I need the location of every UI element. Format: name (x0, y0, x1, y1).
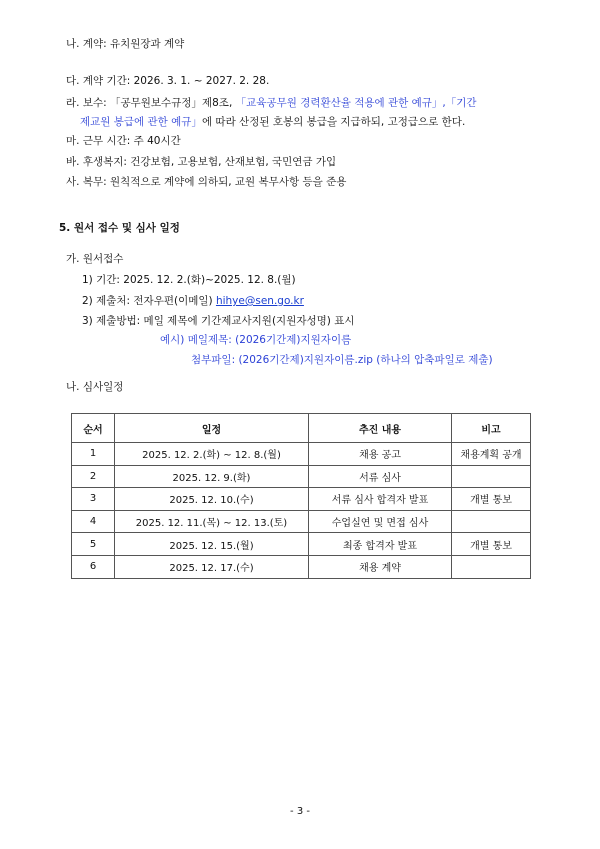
cell-content: 수업실연 및 면접 심사 (309, 510, 452, 533)
table-row (72, 555, 531, 578)
cell-note (452, 465, 531, 488)
cell-note: 개별 통보 (452, 488, 531, 511)
table-row (72, 533, 531, 556)
subsection-application: 가. 원서접수 (66, 253, 124, 265)
term-text: 에 따라 산정된 호봉의 봉급을 지급하되, 고정급으로 한다. (201, 116, 466, 128)
term-salary-cont (80, 114, 465, 130)
destination-label: 2) 제출처: 전자우편(이메일) (82, 295, 216, 307)
cell-order: 5 (72, 533, 115, 556)
table-row (72, 510, 531, 533)
cell-content: 최종 합격자 발표 (309, 533, 452, 556)
term-hours (66, 133, 181, 149)
table-row (72, 488, 531, 511)
header-order: 순서 (72, 414, 115, 443)
table-row (72, 465, 531, 488)
application-period: 1) 기간: 2025. 12. 2.(화)~2025. 12. 8.(월) (82, 274, 296, 286)
cell-order: 1 (72, 443, 115, 466)
cell-order: 2 (72, 465, 115, 488)
cell-content: 채용 공고 (309, 443, 452, 466)
term-label: 사. 복무: (66, 176, 110, 188)
cell-note (452, 510, 531, 533)
cell-date: 2025. 12. 2.(화) ~ 12. 8.(월) (115, 443, 309, 466)
term-text: 원칙적으로 계약에 의하되, 교원 복무사항 등을 준용 (109, 176, 347, 188)
regulation-reference: 제교원 봉급에 관한 예규」 (80, 116, 202, 128)
table-header-row (72, 414, 531, 443)
header-schedule: 일정 (115, 414, 309, 443)
email-link[interactable]: hihye@sen.go.kr (215, 295, 304, 307)
application-method: 3) 제출방법: 메일 제목에 기간제교사지원(지원자성명) 표시 (82, 315, 355, 327)
header-note: 비고 (452, 414, 531, 443)
cell-date: 2025. 12. 9.(화) (115, 465, 309, 488)
cell-note: 채용계획 공개 (452, 443, 531, 466)
application-destination (82, 293, 304, 309)
term-contract (66, 36, 184, 52)
term-text: 유치원장과 계약 (109, 38, 185, 50)
table-row (72, 443, 531, 466)
term-label: 바. 후생복지: (66, 156, 131, 168)
cell-date: 2025. 12. 17.(수) (115, 555, 309, 578)
cell-date: 2025. 12. 11.(목) ~ 12. 13.(토) (115, 510, 309, 533)
attachment-example: 첨부파일: (2026기간제)지원자이름.zip (하나의 압축파일로 제출) (191, 354, 493, 366)
cell-note: 개별 통보 (452, 533, 531, 556)
header-content: 추진 내용 (309, 414, 452, 443)
page-number: - 3 - (290, 806, 310, 817)
term-text: 2026. 3. 1. ~ 2027. 2. 28. (133, 75, 270, 87)
cell-content: 채용 계약 (309, 555, 452, 578)
cell-order: 6 (72, 555, 115, 578)
term-label: 라. 보수: (66, 97, 110, 109)
cell-date: 2025. 12. 15.(월) (115, 533, 309, 556)
section-title: 5. 원서 접수 및 심사 일정 (59, 222, 180, 234)
cell-order: 4 (72, 510, 115, 533)
term-text: 주 40시간 (133, 135, 181, 147)
cell-content: 서류 심사 (309, 465, 452, 488)
regulation-reference: 「교육공무원 경력환산율 적용에 관한 예규」,「기간 (235, 97, 477, 109)
term-text: 건강보험, 고용보험, 산재보험, 국민연금 가입 (130, 156, 337, 168)
cell-date: 2025. 12. 10.(수) (115, 488, 309, 511)
cell-note (452, 555, 531, 578)
mail-subject-example: 예시) 메일제목: (2026기간제)지원자이름 (160, 334, 352, 346)
term-label: 다. 계약 기간: (66, 75, 134, 87)
term-welfare (66, 154, 336, 170)
schedule-table (71, 413, 531, 579)
term-label: 마. 근무 시간: (66, 135, 134, 147)
term-salary (66, 95, 477, 111)
term-text: 「공무원보수규정」제8조, (109, 97, 236, 109)
subsection-schedule: 나. 심사일정 (66, 381, 124, 393)
term-service (66, 174, 346, 190)
term-label: 나. 계약: (66, 38, 110, 50)
cell-content: 서류 심사 합격자 발표 (309, 488, 452, 511)
cell-order: 3 (72, 488, 115, 511)
term-contract-period (66, 73, 269, 89)
